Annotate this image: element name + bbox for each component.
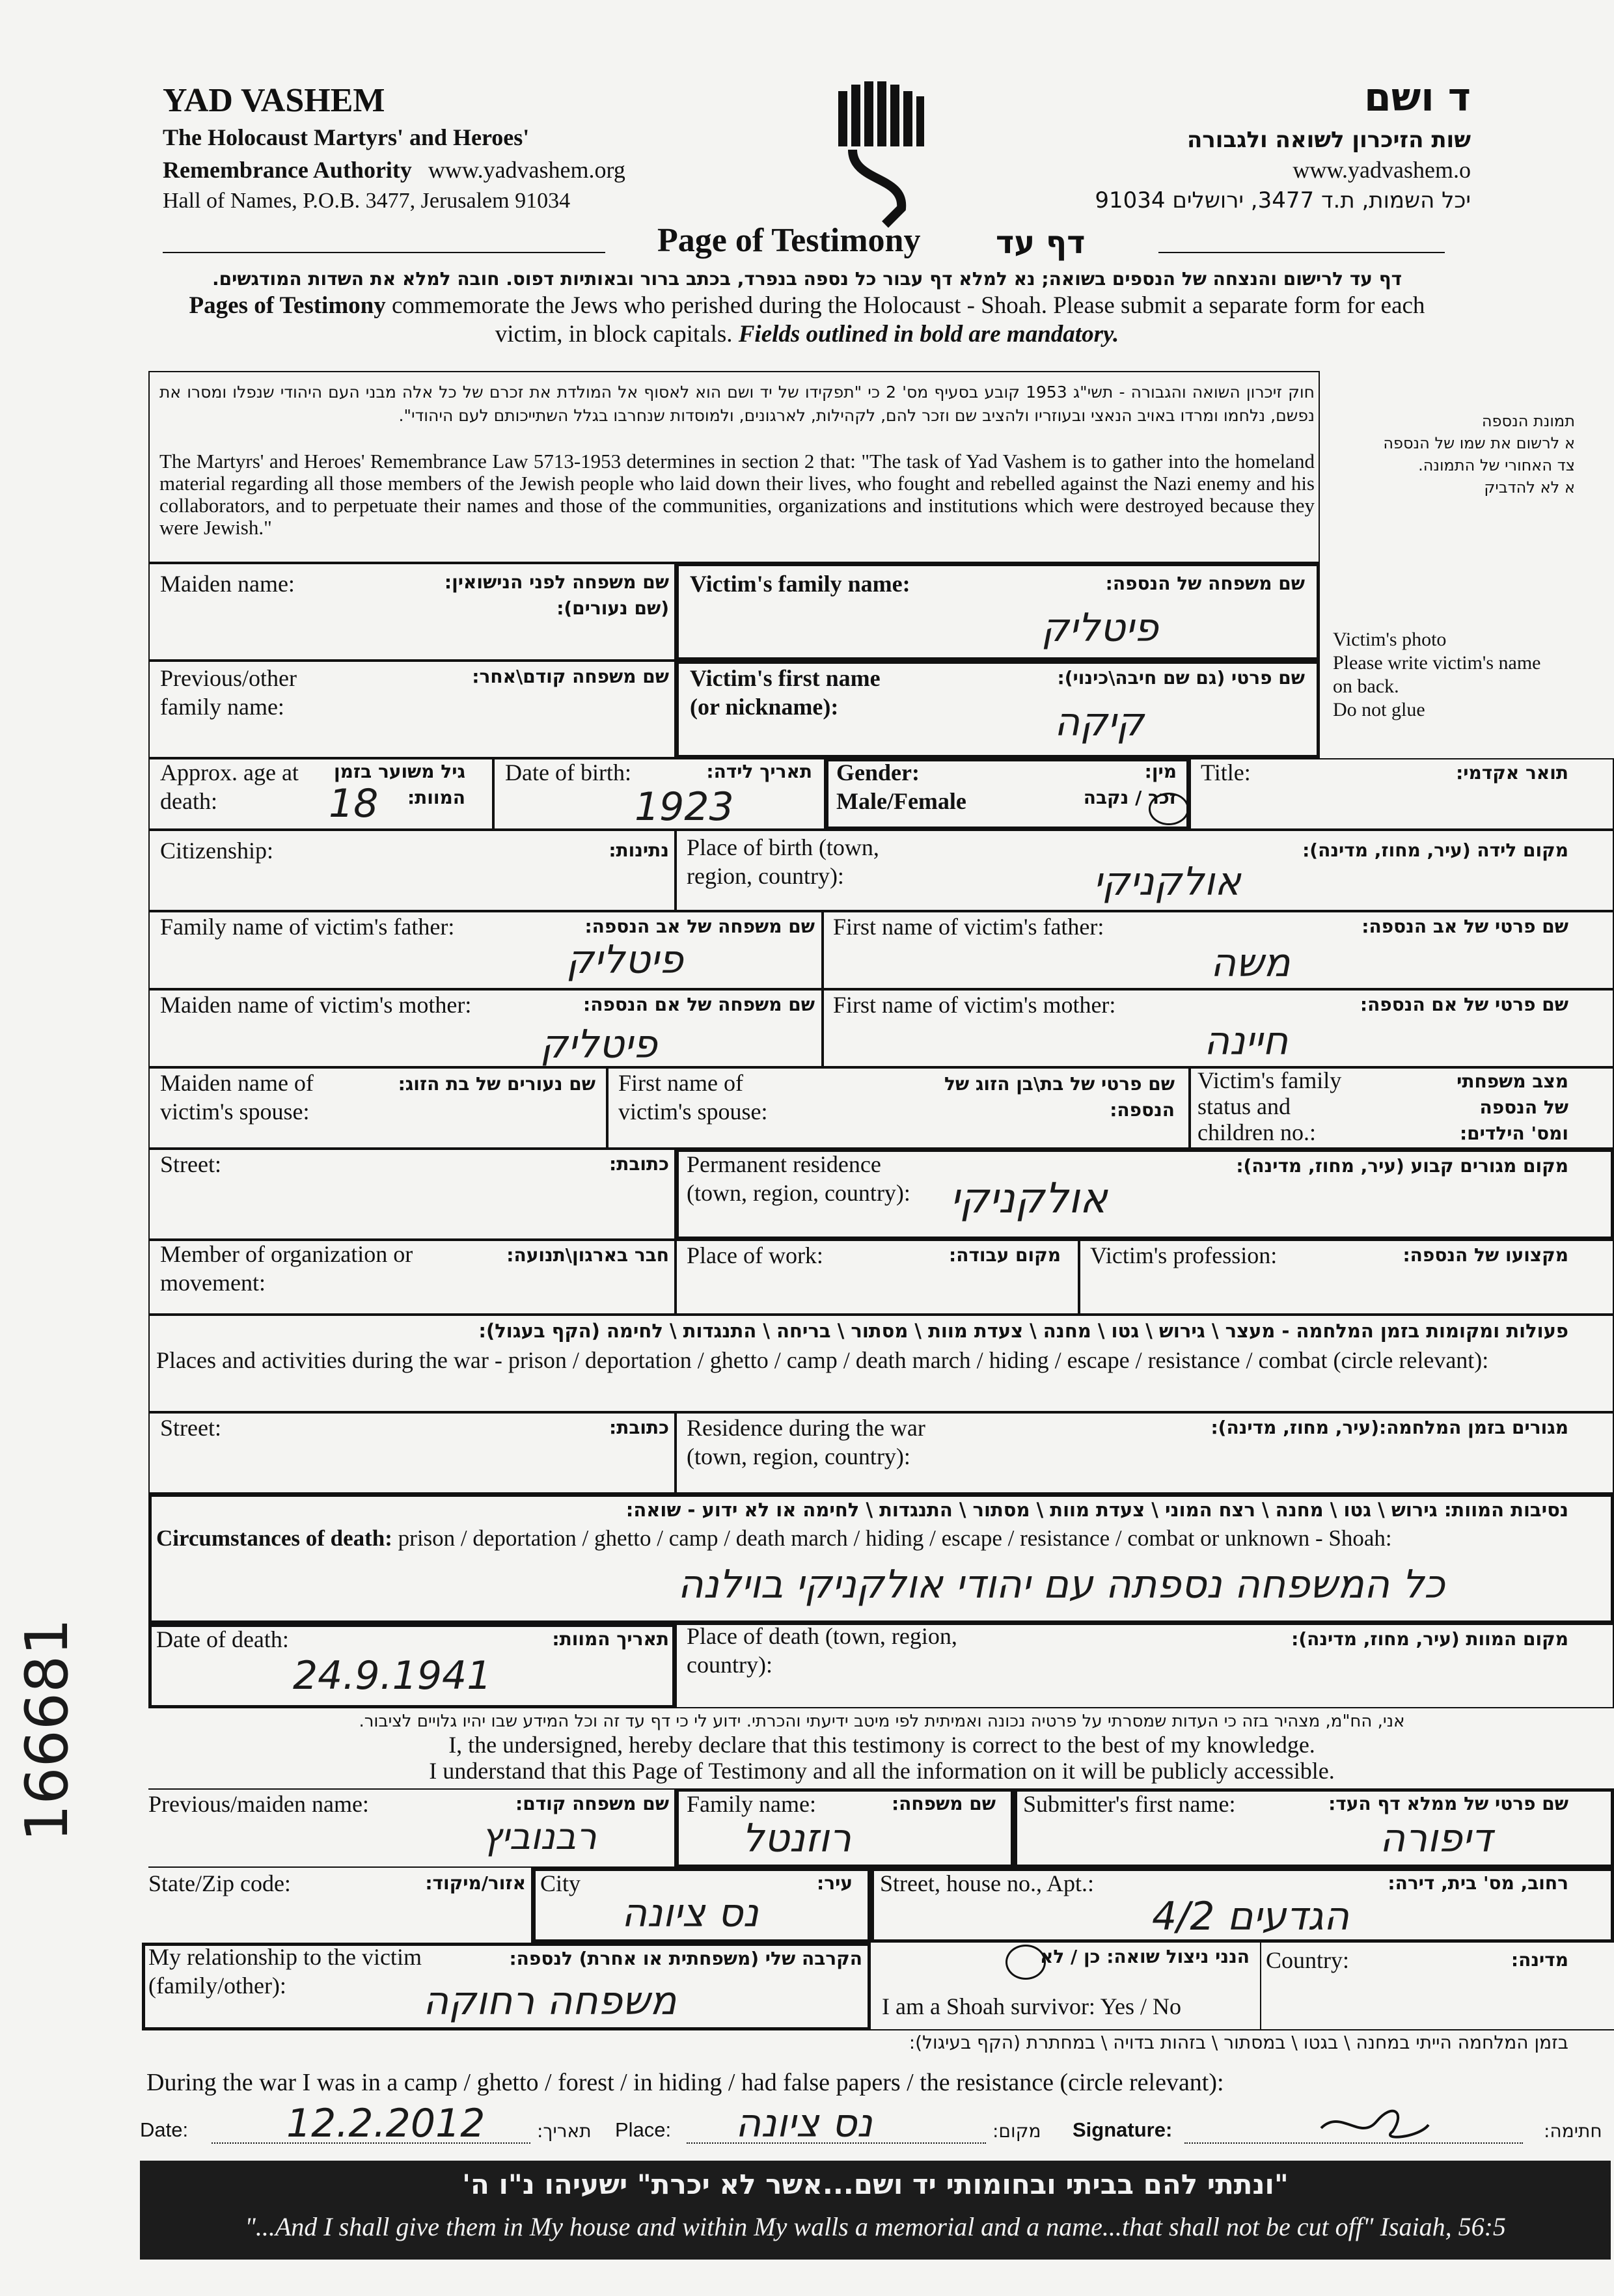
- sub-first-label-en: Submitter's first name:: [1023, 1791, 1236, 1817]
- city-label-he: עיר:: [817, 1872, 853, 1894]
- mother-first-label-he: שם פרטי של אם הנספה:: [1360, 994, 1568, 1015]
- form-title-en: Page of Testimony: [657, 222, 921, 259]
- title-label-he: תואר אקדמי:: [1456, 762, 1568, 784]
- prev-label-en: Previous/other family name:: [160, 665, 297, 720]
- sub-family-label-he: שם משפחה:: [891, 1793, 996, 1814]
- city-label-en: City: [540, 1870, 581, 1896]
- circ-en-text: prison / deportation / ghetto / camp / death march / hiding / escape / resistance / combat or unknown - Shoah:: [392, 1525, 1392, 1551]
- signature-mark: [1315, 2105, 1432, 2144]
- street2-label-he: כתובת:: [609, 1417, 669, 1438]
- form-title-he: דף עד: [996, 225, 1086, 261]
- status-label-he: מצב משפחתי של הנספה ומס' הילדים:: [1457, 1071, 1568, 1144]
- work-label-he: מקום עבודה:: [949, 1244, 1061, 1266]
- photo-note-he: תמונת הנספה א לרשום את שמו של הנספה צד האחורי של התמונה. א לא להדביק: [1383, 412, 1575, 497]
- footer-he: "ונתתי להם בביתי ובחומותי יד ושם...אשר לא יכרת" ישעיהו נ"ו ה': [462, 2168, 1289, 2200]
- org-label-en: Member of organization or movement:: [160, 1241, 413, 1296]
- family-value: פיטליק: [1041, 605, 1158, 651]
- footer-en: "...And I shall give them in My house and within My walls a memorial and a name...that shall not be cut off" Isaiah, 56:5: [245, 2212, 1506, 2241]
- gender-label-he: מין: זכר / נקבה: [1083, 761, 1177, 808]
- place-value: נס ציונה: [735, 2101, 873, 2146]
- country-label-he: מדינה:: [1511, 1949, 1568, 1971]
- rel-value: משפחה רחוקה: [423, 1978, 677, 2024]
- org-sub2-en: Remembrance Authority: [163, 157, 412, 183]
- city-value: נס ציונה: [622, 1891, 759, 1936]
- mother-maiden-label-en: Maiden name of victim's mother:: [160, 992, 472, 1018]
- side-number: 166681: [13, 1618, 81, 1842]
- status-label-en: Victim's family status and children no.:: [1197, 1067, 1342, 1145]
- first-label-he: שם פרטי (גם שם חיבה\כינוי):: [1057, 667, 1305, 689]
- rel-label-en: My relationship to the victim (family/other):: [148, 1944, 422, 1999]
- gender-male-circle: [1149, 793, 1189, 825]
- war-he: בזמן המלחמה הייתי במחנה \ בגטו \ במסתור \ בזהות בדויה \ במחתרת (הקף בעיגול):: [909, 2032, 1568, 2053]
- date-label-en: Date:: [140, 2118, 189, 2141]
- sub-family-label-en: Family name:: [687, 1791, 816, 1817]
- declaration-he: אני, הח"מ, מצהיר בזה כי העדות שמסרתי על פרטיה נכונה ואמיתית לפי מיטב ידיעתי והכרתי. ידוע לי כי דף עד זה וכל המידע שבו יהיו גלויים לציבור.: [359, 1712, 1405, 1731]
- sub-street-label-he: רחוב, מס' בית, דירה:: [1388, 1872, 1568, 1894]
- law-en: The Martyrs' and Heroes' Remembrance Law 5713-1953 determines in section 2 that: "The task of Yad Vashem is to gather into the homeland material regarding all those members of the Jewish people who laid down their lives, who fought and rebelled against the Nazi enemy and his collaborators, and to perpetuate their names and those of the communities, organizations and institutions which were destroyed because they were Jewish.": [159, 450, 1315, 539]
- citizen-label-he: נתינות:: [609, 840, 669, 861]
- date-value: 12.2.2012: [286, 2101, 486, 2146]
- sub-first-value: דיפורה: [1380, 1816, 1493, 1861]
- war-en: During the war I was in a camp / ghetto / forest / in hiding / had false papers / the resistance (circle relevant):: [146, 2069, 1224, 2096]
- dod-label-en: Date of death:: [156, 1626, 289, 1652]
- profession-label-he: מקצועו של הנספה:: [1402, 1244, 1568, 1266]
- father-first-value: משה: [1210, 940, 1291, 986]
- survivor-no-circle: [1005, 1945, 1046, 1980]
- age-label-en: Approx. age at death:: [160, 759, 299, 814]
- mother-first-label-en: First name of victim's mother:: [833, 992, 1116, 1018]
- signature-label-en: Signature:: [1073, 2118, 1173, 2141]
- org-sub1-en: The Holocaust Martyrs' and Heroes': [163, 124, 530, 150]
- org-name-he: ד ושם: [1363, 75, 1471, 120]
- residence-label-he: מקום מגורים קבוע (עיר, מחוז, מדינה):: [1236, 1155, 1568, 1177]
- places-en: Places and activities during the war - prison / deportation / ghetto / camp / death march / hiding / escape / resistance / combat (circle relevant):: [156, 1347, 1489, 1373]
- places-he: פעולות ומקומות בזמן המלחמה - מעצר \ גירוש \ גטו \ מחנה \ צעדת מוות \ מסתור \ בריחה \ התנגדות \ לחימה (הקף בעגול):: [478, 1320, 1568, 1342]
- website-en: www.yadvashem.org: [428, 157, 625, 183]
- circ-he: נסיבות המוות: גירוש \ גטו \ מחנה \ רצח המוני \ צעדת מוות \ מסתור \ התנגדות \ לחימה או לא ידוע - שואה:: [625, 1499, 1568, 1521]
- mother-first-value: חיינה: [1204, 1018, 1289, 1064]
- mother-maiden-value: פיטליק: [540, 1022, 657, 1067]
- mother-maiden-label-he: שם משפחה של אם הנספה:: [583, 994, 815, 1015]
- street-label-en: Street:: [160, 1151, 221, 1177]
- profession-label-en: Victim's profession:: [1090, 1242, 1278, 1268]
- maiden-label-en: Maiden name:: [160, 571, 295, 597]
- sub-prev-value: רבנוביץ: [482, 1816, 597, 1858]
- pob-label-en: Place of birth (town, region, country):: [687, 834, 879, 889]
- place-label-he: מקום:: [992, 2120, 1041, 2142]
- place-label-en: Place:: [615, 2118, 672, 2141]
- signature-label-he: חתימה:: [1544, 2120, 1602, 2142]
- org-name-en: YAD VASHEM: [163, 82, 385, 119]
- declaration-en1: I, the undersigned, hereby declare that this testimony is correct to the best of my knowledge.: [448, 1732, 1315, 1758]
- zip-label-he: אזור/מיקוד:: [425, 1872, 526, 1894]
- rel-label-he: הקרבה שלי (משפחתית או אחרת) לנספה:: [509, 1948, 862, 1969]
- residence-label-en: Permanent residence (town, region, country):: [687, 1151, 910, 1206]
- pod-label-he: מקום המוות (עיר, מחוז, מדינה):: [1291, 1628, 1568, 1650]
- war-street-field[interactable]: [148, 1412, 676, 1494]
- sub-street-value: הגדעים 4/2: [1152, 1894, 1350, 1939]
- title-rule-left: [163, 252, 605, 253]
- law-he: חוק זיכרון השואה והגבורה - תשי"ג 1953 קובע בסעיף מס' 2 כי "תפקידו של יד ושם הוא לאסוף אל המולדת את זכרם של כל אלה מבני העם היהודי שנפלו ומסרו את נפשם, נלחמו ומרדו באויב הנאצי ובעוזריו ולהציב שם וזכר להם, לקהילות, לארגונים, ולמוסדות שנחרבו בגלל השתייכותם לעם היהודי".: [159, 383, 1315, 425]
- work-label-en: Place of work:: [687, 1242, 823, 1268]
- spouse-first-label-en: First name of victim's spouse:: [618, 1070, 768, 1125]
- street-field[interactable]: [148, 1149, 676, 1240]
- father-fam-value: פיטליק: [566, 937, 683, 983]
- photo-note-en: Victim's photo Please write victim's name on back. Do not glue: [1333, 629, 1541, 720]
- sub-first-label-he: שם פרטי של ממלא דף העד:: [1328, 1793, 1568, 1814]
- date-label-he: תאריך:: [537, 2120, 592, 2142]
- gender-label-en: Gender: Male/Female: [836, 759, 966, 814]
- family-label-he: שם משפחה של הנספה:: [1105, 573, 1305, 594]
- org-label-he: חבר בארגון\תנועה:: [506, 1244, 669, 1266]
- website-he: www.yadvashem.o: [1293, 157, 1471, 183]
- dob-label-en: Date of birth:: [505, 759, 631, 786]
- survivor-he: הנני ניצול שואה: כן / לא: [1039, 1946, 1250, 1967]
- war-res-label-he: מגורים בזמן המלחמה:(עיר, מחוז, מדינה):: [1210, 1417, 1568, 1438]
- pod-label-en: Place of death (town, region, country):: [687, 1623, 957, 1678]
- spouse-maiden-label-en: Maiden name of victim's spouse:: [160, 1070, 314, 1125]
- sub-prev-label-he: שם משפחה קודם:: [515, 1793, 669, 1814]
- father-fam-label-en: Family name of victim's father:: [160, 914, 455, 940]
- country-label-en: Country:: [1266, 1947, 1350, 1973]
- dod-label-he: תאריך המוות:: [552, 1628, 669, 1650]
- circ-en-bold: Circumstances of death:: [156, 1525, 392, 1551]
- circ-en: [156, 1524, 1392, 1553]
- sub-prev-label-en: Previous/maiden name:: [148, 1791, 369, 1817]
- dod-value: 24.9.1941: [293, 1653, 492, 1699]
- war-res-label-en: Residence during the war (town, region, country):: [687, 1415, 925, 1469]
- intro-en: [163, 292, 1451, 349]
- zip-label-en: State/Zip code:: [148, 1870, 291, 1896]
- sub-family-value: רוזנטל: [742, 1816, 852, 1861]
- intro-en-text: commemorate the Jews who perished during the Holocaust - Shoah. Please submit a separate form for each victim, in block capitals.: [385, 292, 1425, 348]
- citizen-label-en: Citizenship:: [160, 838, 273, 864]
- intro-en-italic: Fields outlined in bold are mandatory.: [738, 321, 1119, 348]
- sub-street-label-en: Street, house no., Apt.:: [880, 1870, 1094, 1896]
- org-sub2-line: [163, 156, 625, 184]
- pob-label-he: מקום לידה (עיר, מחוז, מדינה):: [1302, 840, 1568, 861]
- residence-value: אולקניקי: [950, 1175, 1108, 1223]
- father-fam-label-he: שם משפחה של אב הנספה:: [584, 916, 815, 937]
- address-en: Hall of Names, P.O.B. 3477, Jerusalem 91034: [163, 189, 571, 213]
- intro-en-bold: Pages of Testimony: [189, 292, 386, 319]
- first-label-en: Victim's first name (or nickname):: [690, 665, 881, 720]
- survivor-en: I am a Shoah survivor: Yes / No: [882, 1993, 1181, 2019]
- spouse-maiden-label-he: שם נעורים של בת הזוג:: [398, 1073, 595, 1095]
- title-label-en: Title:: [1201, 759, 1251, 786]
- first-value: קיקה: [1054, 700, 1144, 745]
- circ-value: כל המשפחה נספתה עם יהודי אולקניקי בוילנה: [677, 1562, 1445, 1607]
- dob-value: 1923: [635, 784, 734, 830]
- pob-value: אולקניקי: [1093, 859, 1241, 905]
- org-sub-he: שות הזיכרון לשואה ולגבורה: [1186, 127, 1471, 153]
- yad-vashem-logo: [833, 78, 931, 228]
- declaration-en2: I understand that this Page of Testimony and all the information on it will be publicly accessible.: [429, 1758, 1335, 1784]
- prev-label-he: שם משפחה קודם\אחר:: [472, 666, 669, 687]
- spouse-first-label-he: שם פרטי של בת\בן הזוג של הנספה:: [944, 1073, 1175, 1121]
- intro-he: דף עד לרישום והנצחה של הנספים בשואה; נא למלא דף עבור כל נספה בנפרד, בכתב ברור ובאותיות דפוס. חובה למלא את השדות המודגשים.: [212, 268, 1402, 290]
- title-rule-right: [1158, 252, 1445, 253]
- family-label-en: Victim's family name:: [690, 571, 910, 597]
- address-he: יכל השמות, ת.ד 3477, ירושלים 91034: [1095, 187, 1471, 213]
- age-label-he: גיל משוער בזמן המוות:: [334, 761, 465, 808]
- street-label-he: כתובת:: [609, 1153, 669, 1175]
- dob-label-he: תאריך לידה:: [706, 761, 812, 782]
- father-first-label-en: First name of victim's father:: [833, 914, 1104, 940]
- father-first-label-he: שם פרטי של אב הנספה:: [1361, 916, 1568, 937]
- street2-label-en: Street:: [160, 1415, 221, 1441]
- maiden-label-he: שם משפחה לפני הנישואין: (שם נעורים):: [444, 571, 669, 619]
- age-value: 18: [329, 781, 379, 827]
